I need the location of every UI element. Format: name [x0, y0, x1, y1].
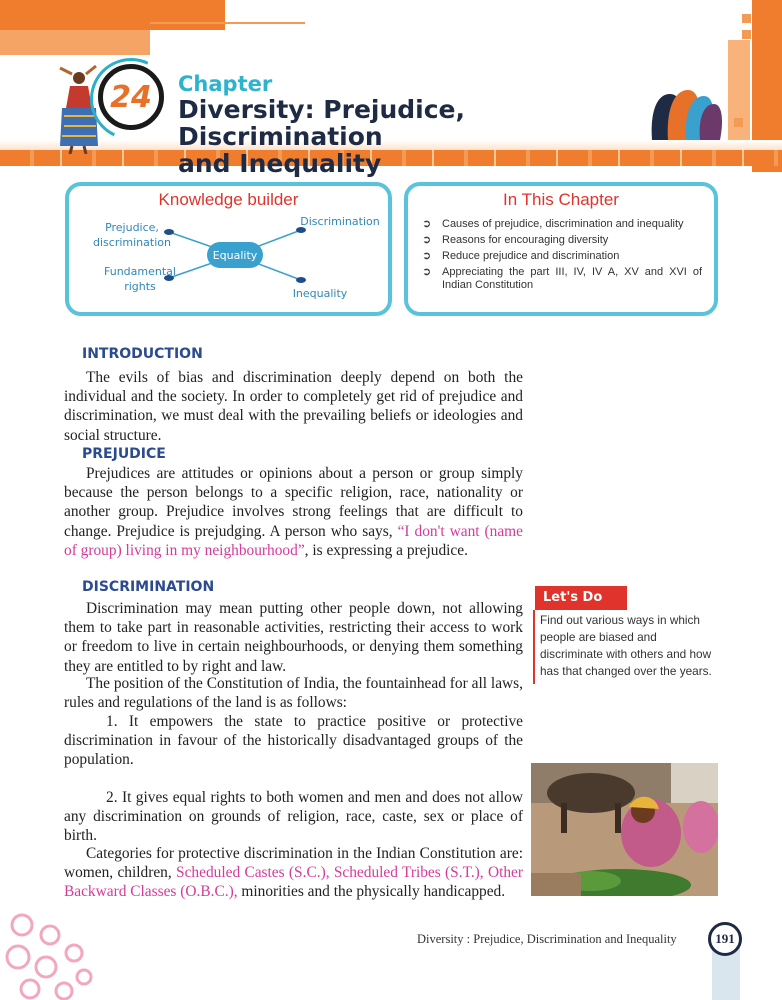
in-this-chapter-list: [422, 218, 702, 295]
introduction-paragraph: The evils of bias and discrimination deeply depend on both the individual and the society. In order to completely get rid of prejudice and discrimination, we must deal with the prevailing beliefs or ideologies and social structure.: [64, 369, 523, 444]
paragraph-text: , is expressing a prejudice.: [304, 541, 468, 559]
list-item: [422, 218, 702, 231]
kb-node-text: rights: [124, 280, 156, 293]
header-decor-band: [0, 30, 150, 55]
arrow-bullet-icon: ➲: [422, 250, 432, 262]
running-footer: Diversity : Prejudice, Discrimination and Inequality: [417, 932, 677, 946]
list-item: [422, 250, 702, 263]
highlighted-quote: “I don't want (name of group) living in my neighbourhood”: [64, 522, 523, 559]
kb-node-text: Fundamental: [104, 265, 176, 278]
discrimination-point-2: 2. It gives equal rights to both women and men and does not allow any discrimination on grounds of religion, race, caste, sex or place of birth.: [64, 789, 523, 845]
section-heading-prejudice: PREJUDICE: [82, 446, 166, 462]
arrow-bullet-icon: ➲: [422, 266, 432, 278]
kb-node-inequality: Inequality: [292, 287, 348, 300]
in-this-chapter-title: In This Chapter: [503, 190, 619, 209]
page-title: [178, 96, 648, 177]
header-decor-square: [742, 14, 751, 23]
chapter-header: [0, 0, 782, 178]
knowledge-builder-title: Knowledge builder: [158, 190, 299, 209]
list-item: [422, 234, 702, 247]
market-scene-photo: [531, 763, 718, 896]
chapter-number-badge: [98, 64, 164, 130]
discrimination-paragraph: Discrimination may mean putting other people down, not allowing them to take part in reasonable activities, restricting their access to work or freedom to live in certain neighbourhoods, or denying them something they are entitled to by right and law.: [64, 600, 523, 675]
chapter-number: 24: [110, 79, 152, 115]
discrimination-categories-paragraph: [64, 844, 523, 902]
header-decor-square: [734, 118, 743, 127]
lets-do-text: Find out various ways in which people are biased and discriminate with others and how has that changed over the years.: [540, 613, 712, 678]
kb-center-equality: Equality: [207, 242, 263, 268]
section-heading-introduction: INTRODUCTION: [82, 346, 203, 362]
lets-do-title: Let's Do: [535, 586, 627, 610]
kb-node-fundamental-rights: [97, 264, 183, 294]
header-decor-square: [742, 30, 751, 39]
highlighted-categories: Scheduled Castes (S.C.), Scheduled Tribes (S.T.), Other Backward Classes (O.B.C.),: [64, 864, 523, 901]
paragraph-text: Prejudices are attitudes or opinions about a person or group simply because the person belongs to a specific religion, race, nationality or another group. Prejudice involves strong feelings that are difficult to change. Prejudice is prejudging. A person who says,: [64, 465, 523, 540]
kb-node-text: discrimination: [93, 236, 171, 249]
kb-node-prejudice: [87, 220, 177, 250]
arrow-bullet-icon: ➲: [422, 234, 432, 246]
header-decor-line: [150, 22, 305, 24]
knowledge-builder-box: [65, 182, 392, 316]
header-decor-band: [0, 0, 225, 30]
paragraph-text: minorities and the physically handicapped.: [237, 883, 506, 901]
kb-node-discrimination: Discrimination: [300, 215, 380, 228]
arrow-bullet-icon: ➲: [422, 218, 432, 230]
chapter-label: Chapter: [178, 72, 273, 96]
list-item-text: Causes of prejudice, discrimination and inequality: [442, 218, 684, 230]
page-number: 191: [708, 922, 742, 956]
page-title-line: Diversity: Prejudice, Discrimination: [178, 95, 466, 151]
decorative-circles: [0, 905, 100, 1000]
pin-icon: [296, 277, 306, 283]
list-item-text: Reasons for encouraging diversity: [442, 234, 609, 246]
discrimination-point-1: 1. It empowers the state to practice positive or protective discrimination in favour of the historically disadvantaged groups of the population.: [64, 713, 523, 769]
kb-node-text: Prejudice,: [105, 221, 159, 234]
lets-do-rule: [533, 610, 535, 684]
list-item-text: Appreciating the part III, IV, IV A, XV and XVI of Indian Constitution: [442, 266, 702, 291]
list-item-text: Reduce prejudice and discrimination: [442, 250, 620, 262]
discrimination-paragraph: The position of the Constitution of India, the fountainhead for all laws, rules and regulations of the land is as follows:: [64, 675, 523, 712]
section-heading-discrimination: DISCRIMINATION: [82, 579, 215, 595]
in-this-chapter-box: [404, 182, 718, 316]
list-item: [422, 266, 702, 292]
prejudice-paragraph: [64, 464, 523, 560]
paragraph-text: Categories for protective discrimination in the Indian Constitution are: women, children,: [64, 845, 523, 882]
people-silhouettes-illustration: [648, 84, 724, 140]
page-title-line: and Inequality: [178, 149, 382, 178]
